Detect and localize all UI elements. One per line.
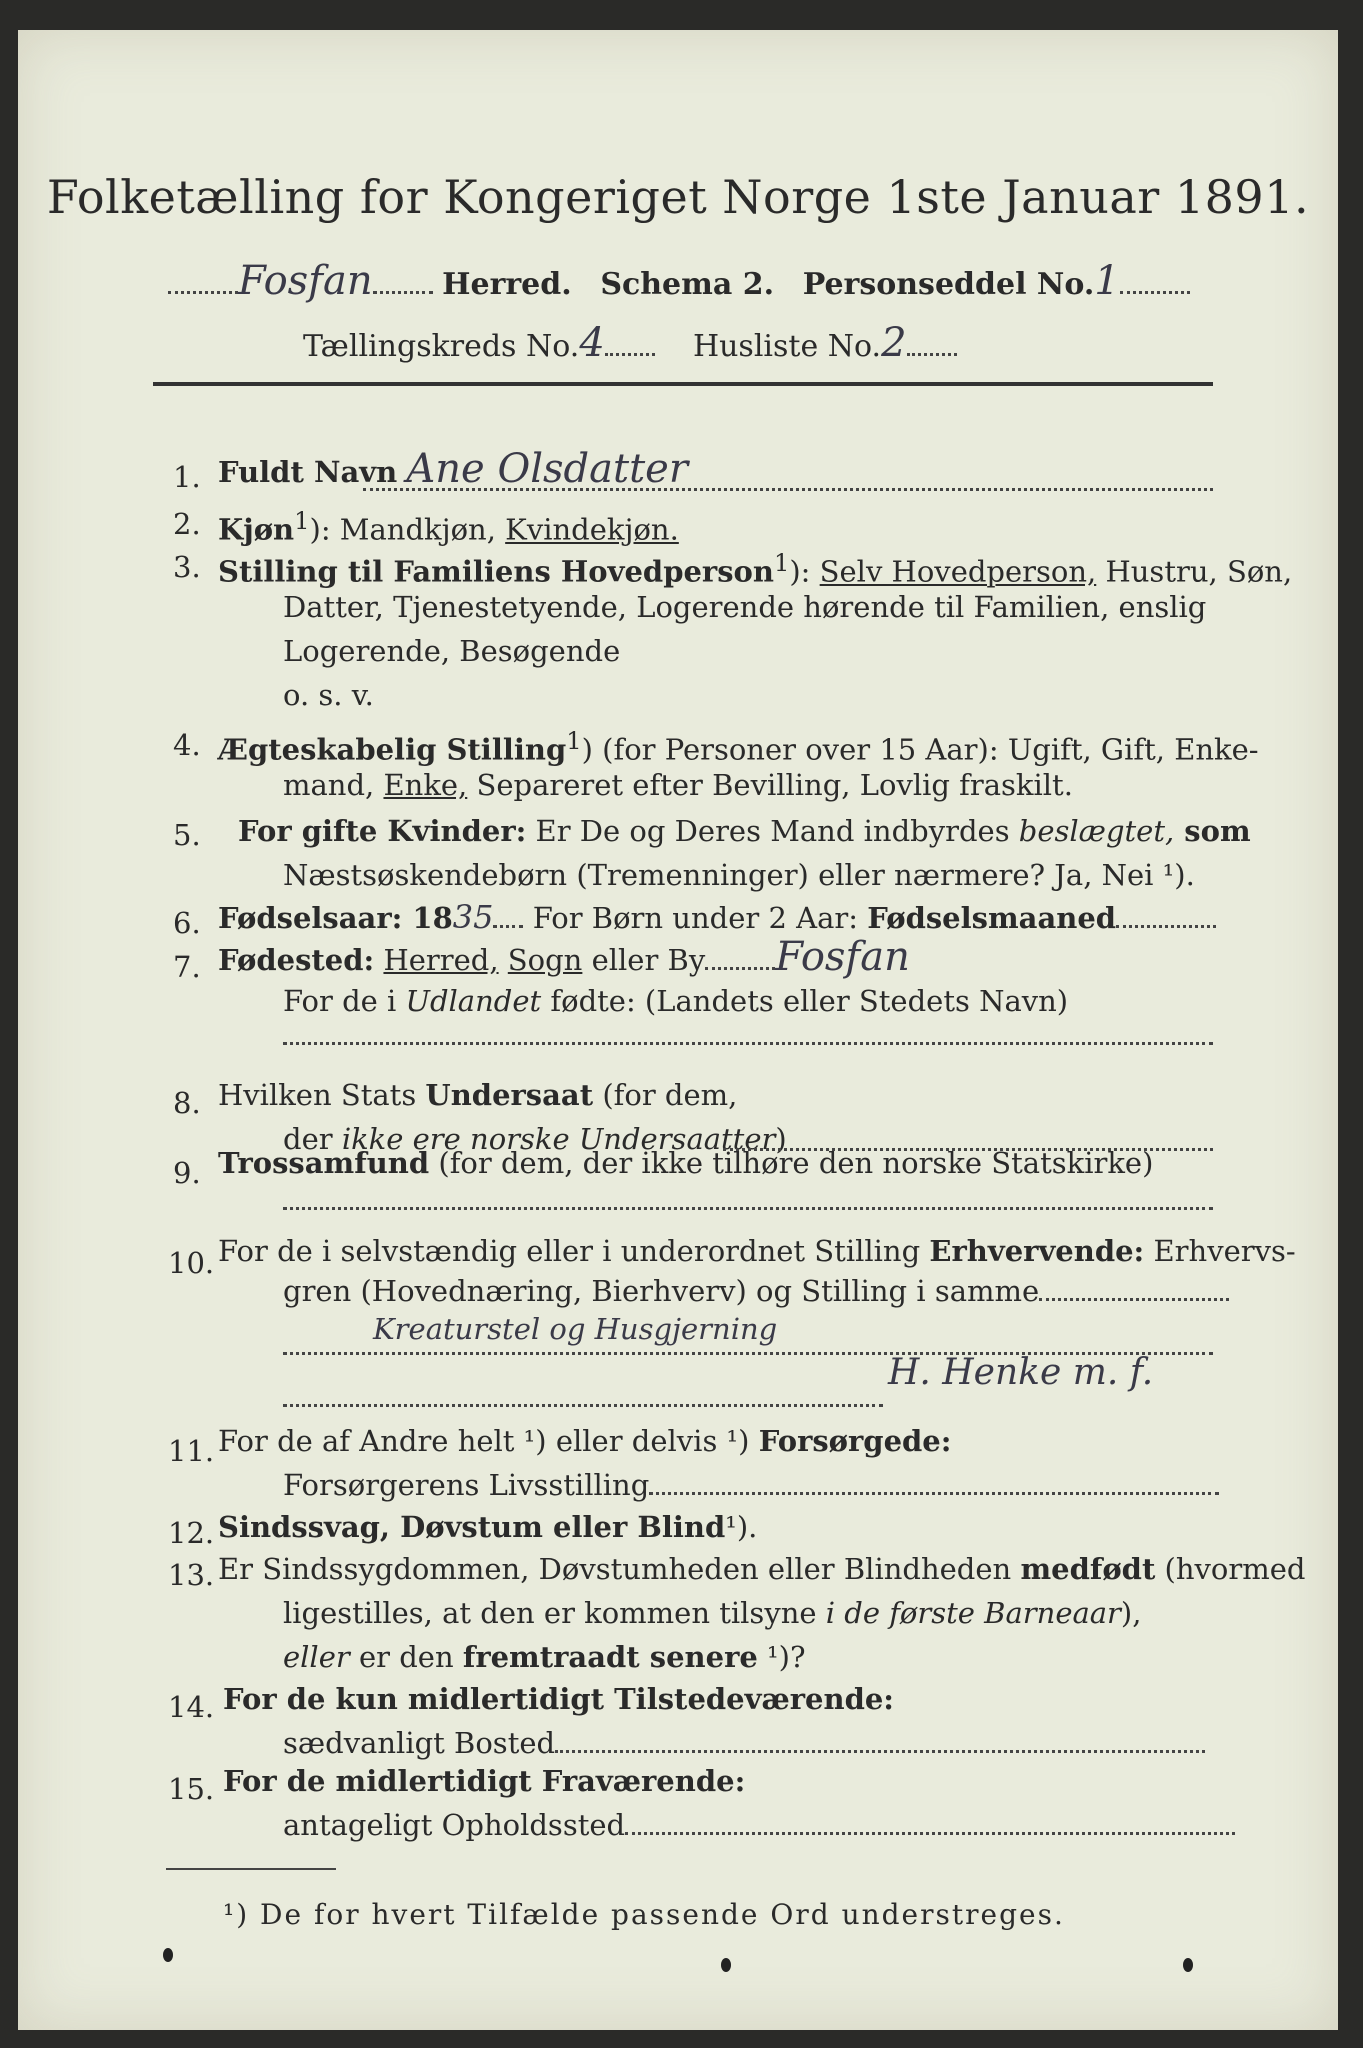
husliste-no: 2 — [881, 320, 907, 366]
item-occupation: For de i selvstændig eller i underordnet Stilling Erhvervende: Erhvervs- — [218, 1234, 1296, 1268]
ink-mark — [163, 1948, 173, 1962]
header-rule — [153, 382, 1213, 386]
herred-name: Fosfan — [238, 258, 373, 304]
herred-label: Herred. — [442, 267, 572, 302]
item-marital: Ægteskabelig Stilling$^1$) (for Personer over 15 Aar): Ugift, Gift, Enke- — [218, 727, 1259, 767]
item-number: 15. — [168, 1772, 215, 1806]
husliste-label: Husliste No. — [692, 329, 882, 364]
item-birth-year: Fødselsaar: 1835 For Børn under 2 Aar: Fødselsmaaned — [218, 896, 1216, 939]
personseddel-label: Personseddel No. — [802, 267, 1095, 302]
item-religion: Trossamfund (for dem, der ikke tilhøre den norske Statskirke) — [218, 1146, 1154, 1180]
herred-line — [168, 258, 1190, 304]
item-number: 12. — [168, 1516, 215, 1550]
ink-mark — [1183, 1958, 1193, 1972]
birth-year-value: 35 — [452, 898, 494, 936]
gender-underlined: Kvindekjøn. — [505, 512, 679, 547]
occupation-note: H. Henke m. f. — [888, 1352, 1154, 1393]
item-number: 13. — [168, 1558, 215, 1592]
item-dependent: For de af Andre helt ¹) eller delvis ¹) Forsørgede: — [218, 1424, 952, 1458]
item-number: 10. — [168, 1246, 215, 1280]
item-congenital: Er Sindssygdommen, Døvstumheden eller Blindheden medfødt (hvormed — [218, 1552, 1306, 1586]
item-number: 6. — [173, 906, 201, 940]
item-disability: Sindssvag, Døvstum eller Blind¹). — [218, 1510, 758, 1544]
census-form: Folketælling for Kongeriget Norge 1ste Januar 1891. Fosfan Herred. Schema 2. Personseddel No.1 Tællingskreds No.4 Husliste No.2 1. Fuldt Navn Ane Olsdatter 2. Kjøn$^1$): Mandkjøn, Kvindekjøn. 3. Stilling til Familiens Hovedperson$^1$): Selv Hovedperson, Hustru, Søn, Datter, Tjenestetyende, Logerende hørende til Familien, enslig Logerende, Besøgende o. s. v. 4. Ægteskabelig Stilling$^1$) (for Personer over 15 Aar): Ugift, Gift, Enke- mand, Enke, Separeret efter Bevilling, Lovlig fraskilt. 5. For gifte Kvinder: Er De og Deres Mand indbyrdes beslægtet, som Næstsøskendebørn (Tremenninger) eller nærmere? Ja, Nei ¹). 6. Fødselsaar: 1835 For Børn under 2 Aar: Fødselsmaaned 7. Fødested: Herred, Sogn eller By Fosfan For de i Udlandet fødte: (Landets eller Stedets Navn) 8. Hvilken Stats Undersaat (for dem, der ikke ere norske Undersaatter) 9. Trossamfund (for dem, der ikke tilhøre den norske Statskirke) 10. For de i selvstændig eller i underordnet Stilling Erhvervende: Erhvervs- gren (Hovednæring, Bierhverv) og Stilling i samme Kreaturstel og Husgjerning H. Henke m. f. 11. For de af Andre helt ¹) eller delvis ¹) Forsørgede: Forsørgerens Livsstilling 12. Sindssvag, Døvstum eller Blind¹). 13. Er Sindssygdommen, Døvstumheden eller Blindheden medfødt (hvormed ligestilles, at den er kommen tilsyne i de første Barneaar), eller er den fremtraadt senere ¹)? 14. For de kun midlertidigt Tilstedeværende: sædvanligt Bosted 15. For de midlertidigt Fraværende: antageligt Opholdssted ¹) De for hvert Tilfælde passende Ord understreges. — [18, 30, 1338, 2030]
item-number: 11. — [168, 1434, 215, 1468]
personseddel-no: 1 — [1094, 258, 1120, 304]
item-number: 2. — [173, 507, 201, 541]
item-temporary-present: For de kun midlertidigt Tilstedeværende: — [223, 1682, 894, 1716]
schema-label: Schema 2. — [600, 267, 775, 302]
full-name-label: Fuldt Navn — [218, 455, 398, 489]
full-name-value: Ane Olsdatter — [406, 446, 688, 492]
item-number: 1. — [173, 460, 201, 494]
kreds-label: Tællingskreds No. — [303, 329, 580, 364]
form-title: Folketælling for Kongeriget Norge 1ste Januar 1891. — [46, 170, 1310, 224]
item-number: 3. — [173, 550, 201, 584]
birthplace-value: Fosfan — [775, 934, 910, 980]
ink-mark — [721, 1958, 731, 1972]
item-married-women: For gifte Kvinder: Er De og Deres Mand indbyrdes beslægtet, som — [238, 814, 1251, 848]
item-number: 8. — [173, 1086, 201, 1120]
footnote-rule — [166, 1868, 336, 1870]
kreds-line — [303, 320, 957, 366]
kreds-no: 4 — [579, 320, 605, 366]
item-number: 4. — [173, 728, 201, 762]
occupation-value: Kreaturstel og Husgjerning — [373, 1312, 778, 1346]
item-birthplace: Fødested: Herred, Sogn eller By Fosfan — [218, 934, 910, 980]
full-name-line — [363, 486, 1213, 491]
item-number: 9. — [173, 1156, 201, 1190]
item-number: 5. — [173, 818, 201, 852]
item-citizenship: Hvilken Stats Undersaat (for dem, — [218, 1078, 738, 1112]
item-temporary-absent: For de midlertidigt Fraværende: — [223, 1764, 746, 1798]
item-gender: Kjøn$^1$): Mandkjøn, Kvindekjøn. — [218, 507, 679, 547]
item-position: Stilling til Familiens Hovedperson$^1$): Selv Hovedperson, Hustru, Søn, — [218, 549, 1293, 589]
footnote: ¹) De for hvert Tilfælde passende Ord understreges. — [223, 1898, 1065, 1931]
item-number: 14. — [168, 1690, 215, 1724]
item-number: 7. — [173, 950, 201, 984]
